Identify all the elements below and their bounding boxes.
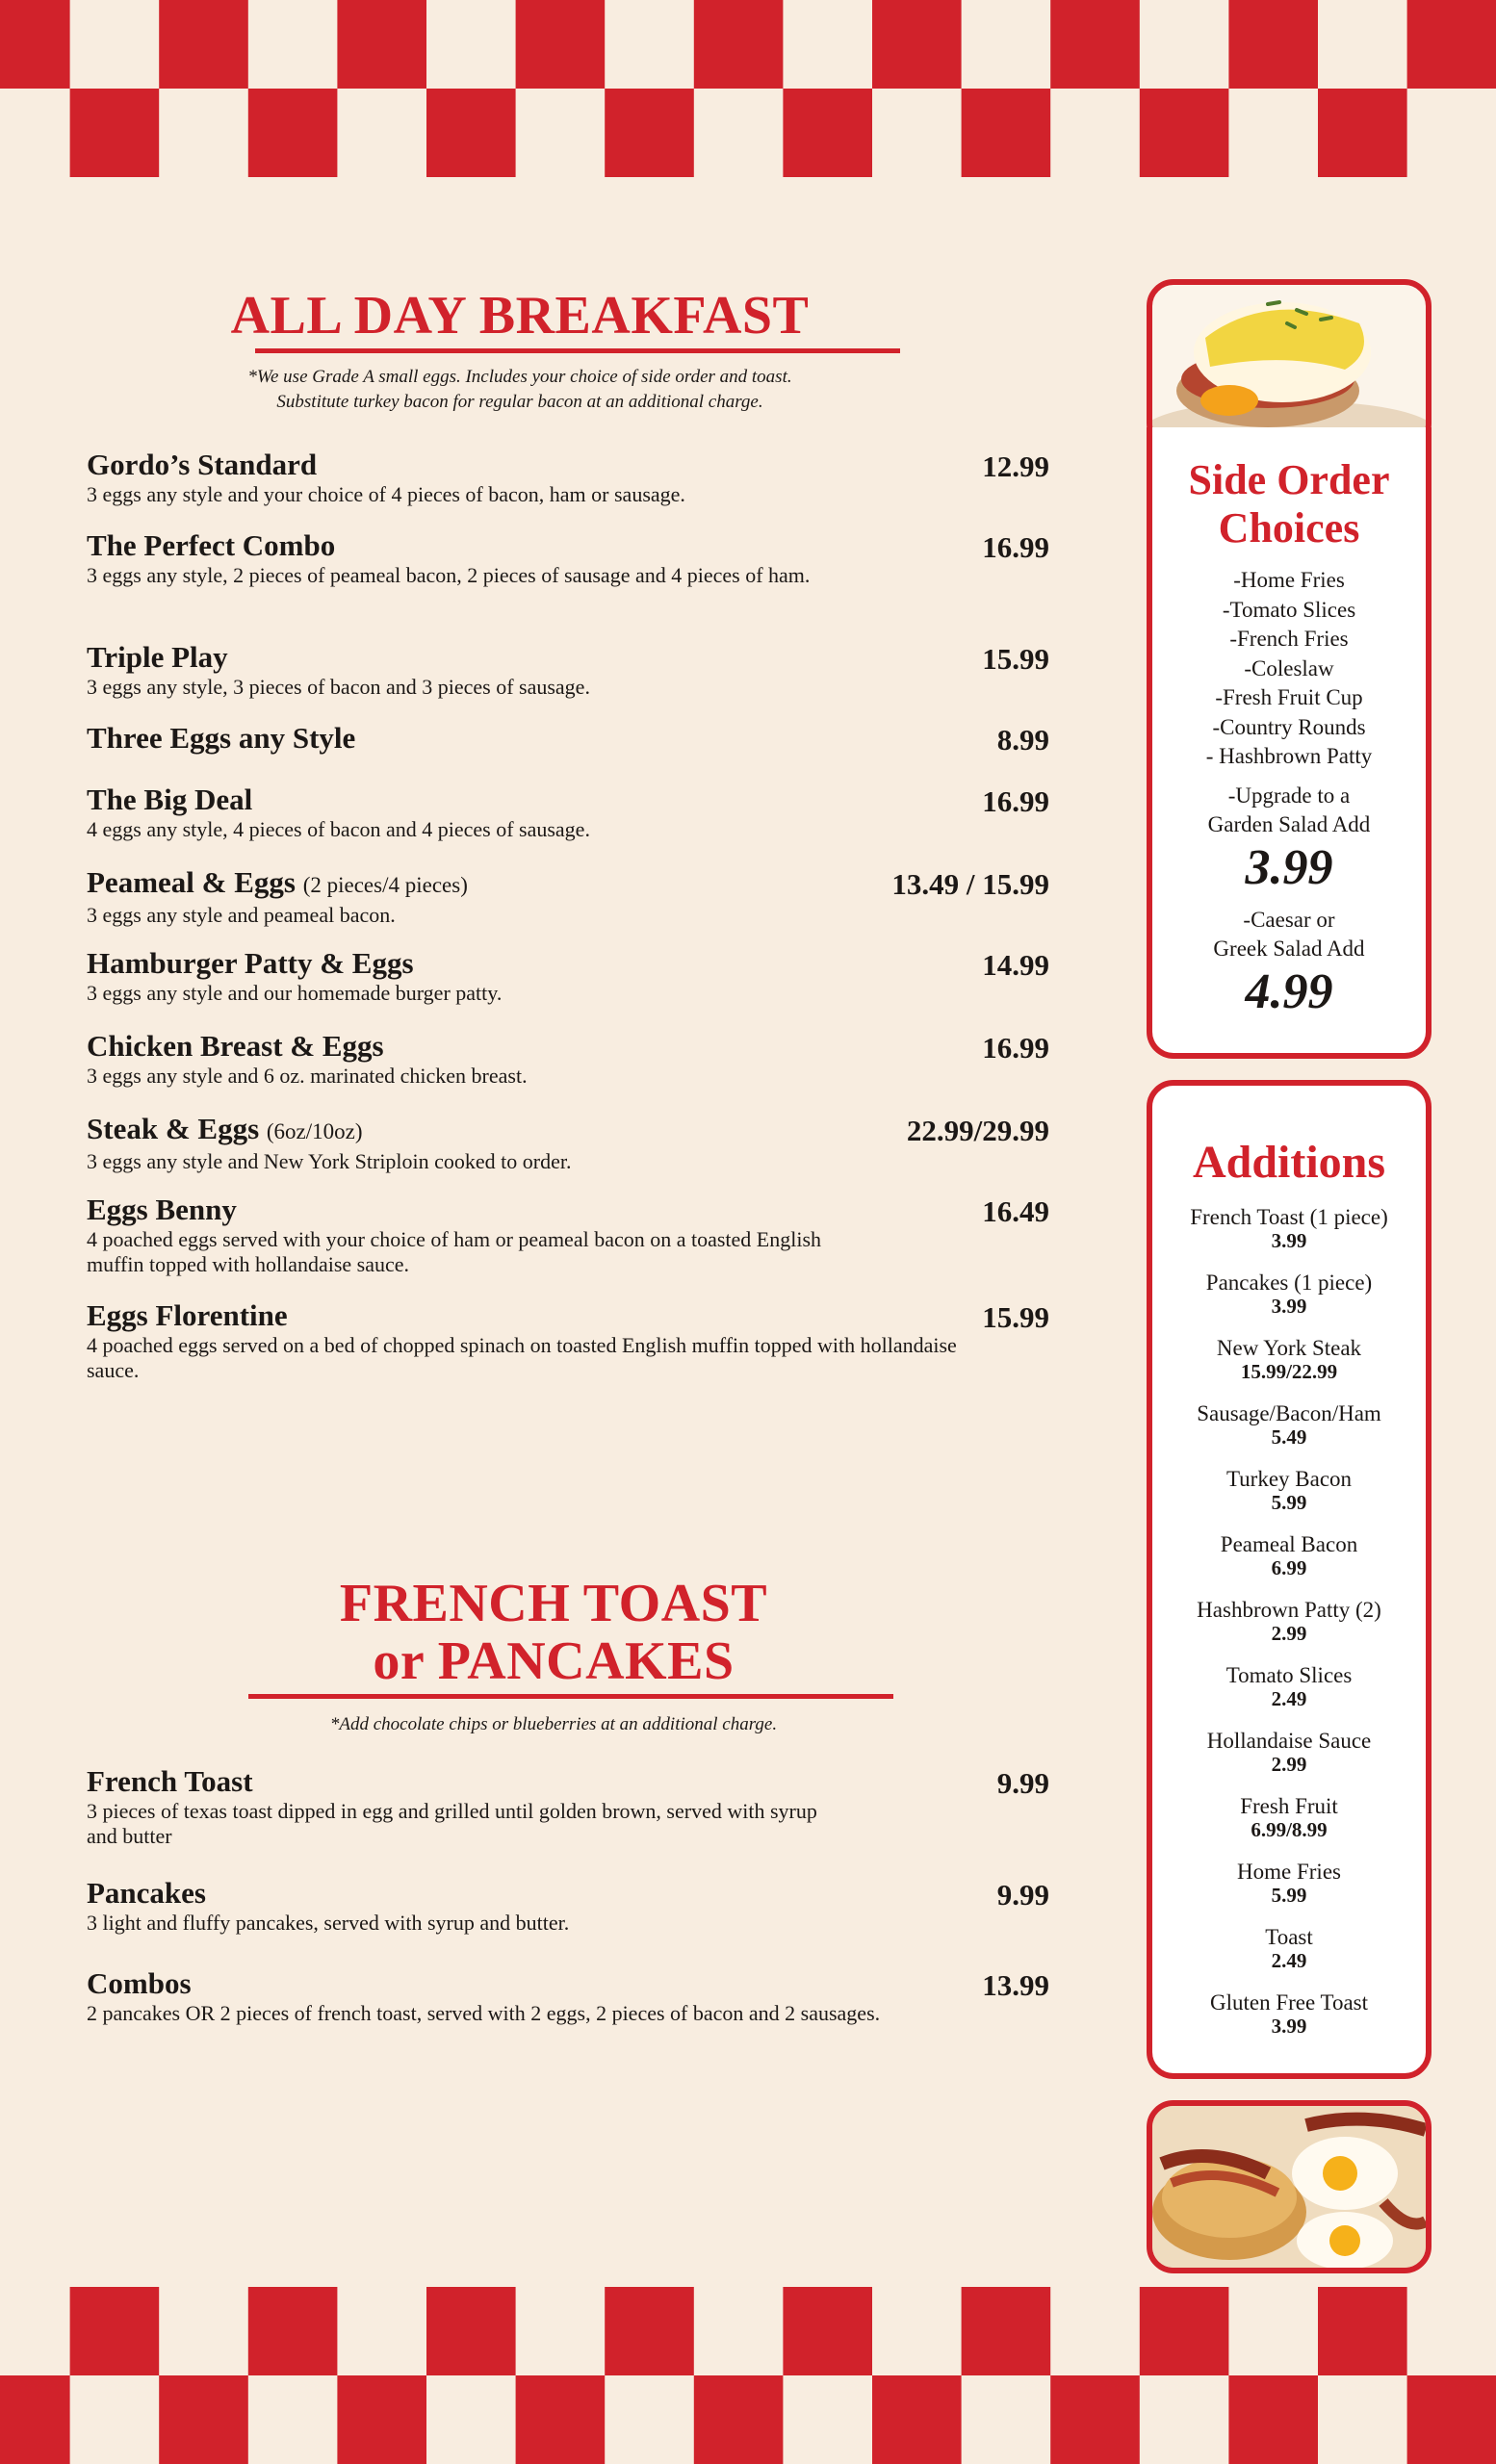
item-name: French Toast bbox=[87, 1764, 253, 1798]
checker-square bbox=[0, 2375, 70, 2464]
checkered-border-top bbox=[0, 0, 1496, 177]
side-order-title bbox=[1152, 456, 1426, 552]
item-price: 8.99 bbox=[996, 723, 1049, 757]
item-description: 3 eggs any style and your choice of 4 pieces of bacon, ham or sausage. bbox=[87, 482, 685, 506]
checker-square bbox=[1140, 89, 1229, 177]
checker-square bbox=[1050, 2375, 1140, 2464]
checker-square bbox=[426, 2287, 516, 2375]
upgrade-line1: -Upgrade to a bbox=[1227, 783, 1351, 808]
breakfast-section bbox=[87, 285, 1049, 1395]
menu-item bbox=[87, 1193, 1049, 1298]
caesar-line2: Greek Salad Add bbox=[1213, 937, 1365, 961]
menu-item bbox=[87, 448, 1049, 528]
checker-square bbox=[1407, 0, 1496, 89]
addition-price: 3.99 bbox=[1271, 1295, 1307, 1318]
item-description: 4 poached eggs served with your choice of ham or peameal bacon on a toasted English muffin topped with hollandaise sauce. bbox=[87, 1227, 822, 1276]
side-order-item: -Coleslaw bbox=[1244, 655, 1334, 680]
addition-name: Toast bbox=[1265, 1925, 1313, 1949]
menu-item bbox=[87, 1966, 1049, 2063]
additions-panel bbox=[1147, 1080, 1432, 2079]
item-name: Three Eggs any Style bbox=[87, 721, 356, 755]
breakfast-title-rule bbox=[255, 348, 900, 353]
item-description: 3 eggs any style and New York Striploin cooked to order. bbox=[87, 1149, 572, 1173]
item-price: 13.99 bbox=[982, 1968, 1049, 2002]
checker-square bbox=[337, 2375, 426, 2464]
garden-salad-price: 3.99 bbox=[1245, 839, 1333, 895]
side-order-item: -Tomato Slices bbox=[1222, 597, 1356, 622]
toast-item-list bbox=[87, 1764, 1049, 2063]
addition-name: Tomato Slices bbox=[1225, 1663, 1353, 1687]
addition-item bbox=[1152, 1729, 1426, 1775]
item-subtitle: (2 pieces/4 pieces) bbox=[302, 873, 468, 897]
item-name: Eggs Florentine bbox=[87, 1298, 288, 1332]
menu-item bbox=[87, 1764, 1049, 1876]
pancakes-bacon-illustration bbox=[1152, 2106, 1426, 2268]
addition-item bbox=[1152, 1401, 1426, 1448]
item-name: The Big Deal bbox=[87, 783, 253, 816]
addition-price: 3.99 bbox=[1271, 2015, 1307, 2038]
addition-price: 2.99 bbox=[1271, 1753, 1307, 1776]
item-description: 3 eggs any style and our homemade burger patty. bbox=[87, 981, 503, 1005]
item-description: 3 light and fluffy pancakes, served with syrup and butter. bbox=[87, 1911, 570, 1935]
item-price: 15.99 bbox=[982, 642, 1049, 676]
checker-square bbox=[1318, 2287, 1407, 2375]
addition-price: 3.99 bbox=[1271, 1229, 1307, 1252]
addition-price: 5.99 bbox=[1271, 1491, 1307, 1514]
checker-square bbox=[783, 2287, 872, 2375]
addition-name: New York Steak bbox=[1216, 1336, 1362, 1360]
addition-name: Hashbrown Patty (2) bbox=[1197, 1598, 1381, 1622]
garden-salad-upgrade bbox=[1152, 782, 1426, 840]
side-order-item: - Hashbrown Patty bbox=[1205, 744, 1373, 768]
addition-price: 2.49 bbox=[1271, 1687, 1307, 1710]
checker-square bbox=[70, 89, 160, 177]
addition-name: Hollandaise Sauce bbox=[1206, 1729, 1372, 1753]
main-menu-column bbox=[87, 285, 1049, 1395]
addition-name: Gluten Free Toast bbox=[1209, 1990, 1369, 2015]
item-price: 22.99/29.99 bbox=[906, 1114, 1049, 1147]
caesar-salad-price: 4.99 bbox=[1245, 963, 1333, 1019]
checker-square bbox=[516, 0, 606, 89]
addition-name: Turkey Bacon bbox=[1225, 1467, 1353, 1491]
addition-name: French Toast (1 piece) bbox=[1190, 1205, 1388, 1229]
checker-square bbox=[337, 0, 426, 89]
addition-price: 5.49 bbox=[1271, 1425, 1307, 1449]
addition-name: Fresh Fruit bbox=[1240, 1794, 1338, 1818]
addition-item bbox=[1152, 1990, 1426, 2037]
item-name: Triple Play bbox=[87, 640, 228, 674]
menu-item bbox=[87, 1876, 1049, 1966]
side-order-item: -Fresh Fruit Cup bbox=[1215, 685, 1363, 709]
addition-price: 6.99 bbox=[1271, 1556, 1307, 1579]
item-price: 16.49 bbox=[982, 1194, 1049, 1228]
side-order-item: -French Fries bbox=[1229, 627, 1349, 651]
checker-square bbox=[694, 0, 784, 89]
item-description: 3 eggs any style and 6 oz. marinated chicken breast. bbox=[87, 1064, 528, 1088]
addition-name: Peameal Bacon bbox=[1220, 1532, 1358, 1556]
addition-price: 5.99 bbox=[1271, 1884, 1307, 1907]
checker-square bbox=[248, 2287, 338, 2375]
menu-item bbox=[87, 721, 1049, 783]
toast-title-line1: FRENCH TOAST bbox=[339, 1574, 768, 1633]
item-subtitle: (6oz/10oz) bbox=[266, 1119, 363, 1143]
item-price: 15.99 bbox=[982, 1300, 1049, 1334]
breakfast-title: ALL DAY BREAKFAST bbox=[230, 286, 810, 346]
checker-square bbox=[1228, 0, 1318, 89]
breakfast-item-list bbox=[87, 448, 1049, 1395]
addition-item bbox=[1152, 1663, 1426, 1709]
toast-section bbox=[87, 1575, 1049, 2063]
breakfast-note bbox=[0, 365, 1049, 415]
side-order-item: -Home Fries bbox=[1233, 568, 1345, 592]
addition-item bbox=[1152, 1270, 1426, 1317]
item-name: Hamburger Patty & Eggs bbox=[87, 946, 414, 980]
checker-square bbox=[694, 2375, 784, 2464]
checker-square bbox=[1407, 2375, 1496, 2464]
item-name: Chicken Breast & Eggs bbox=[87, 1029, 384, 1063]
additions-title: Additions bbox=[1192, 1137, 1386, 1188]
item-price: 9.99 bbox=[996, 1766, 1049, 1800]
checker-square bbox=[1228, 2375, 1318, 2464]
upgrade-line2: Garden Salad Add bbox=[1207, 812, 1371, 836]
item-name: Steak & Eggs bbox=[87, 1112, 260, 1145]
toast-title bbox=[58, 1575, 1049, 1690]
item-description: 4 eggs any style, 4 pieces of bacon and 4 pieces of sausage. bbox=[87, 817, 590, 841]
addition-item bbox=[1152, 1794, 1426, 1840]
item-price: 12.99 bbox=[982, 449, 1049, 483]
addition-item bbox=[1152, 1532, 1426, 1578]
item-price: 16.99 bbox=[982, 530, 1049, 564]
item-description: 3 eggs any style and peameal bacon. bbox=[87, 903, 396, 927]
checker-square bbox=[872, 0, 962, 89]
addition-item bbox=[1152, 1598, 1426, 1644]
item-name: Peameal & Eggs bbox=[87, 865, 296, 899]
item-name: Pancakes bbox=[87, 1876, 206, 1910]
menu-item bbox=[87, 1029, 1049, 1112]
side-order-list bbox=[1152, 566, 1426, 772]
breakfast-note-line2: Substitute turkey bacon for regular bacon at an additional charge. bbox=[276, 392, 763, 412]
item-name: Eggs Benny bbox=[87, 1193, 237, 1226]
item-price: 16.99 bbox=[982, 784, 1049, 818]
addition-item bbox=[1152, 1467, 1426, 1513]
item-name: Gordo’s Standard bbox=[87, 448, 318, 481]
item-name: The Perfect Combo bbox=[87, 528, 336, 562]
eggs-benny-photo bbox=[1147, 279, 1432, 450]
addition-price: 15.99/22.99 bbox=[1240, 1360, 1338, 1383]
addition-item bbox=[1152, 1336, 1426, 1382]
item-description: 2 pancakes OR 2 pieces of french toast, served with 2 eggs, 2 pieces of bacon and 2 sausages. bbox=[87, 2001, 881, 2025]
item-description: 3 pieces of texas toast dipped in egg and grilled until golden brown, served with syrup and butter bbox=[87, 1799, 817, 1848]
additions-list bbox=[1152, 1205, 1426, 2037]
checker-square bbox=[159, 2375, 248, 2464]
checker-square bbox=[962, 2287, 1051, 2375]
checker-square bbox=[1318, 89, 1407, 177]
item-description: 3 eggs any style, 3 pieces of bacon and 3 pieces of sausage. bbox=[87, 675, 590, 699]
item-price: 14.99 bbox=[982, 948, 1049, 982]
menu-item bbox=[87, 1298, 1049, 1395]
checker-square bbox=[0, 0, 70, 89]
checker-square bbox=[962, 89, 1051, 177]
item-price: 16.99 bbox=[982, 1031, 1049, 1065]
side-order-item: -Country Rounds bbox=[1212, 714, 1366, 739]
checker-square bbox=[1140, 2287, 1229, 2375]
checker-square bbox=[516, 2375, 606, 2464]
menu-item bbox=[87, 783, 1049, 865]
item-name: Combos bbox=[87, 1966, 192, 2000]
caesar-line1: -Caesar or bbox=[1243, 907, 1335, 932]
pancakes-bacon-photo bbox=[1147, 2100, 1432, 2273]
addition-name: Sausage/Bacon/Ham bbox=[1197, 1401, 1381, 1425]
checker-square bbox=[426, 89, 516, 177]
breakfast-note-line1: *We use Grade A small eggs. Includes your choice of side order and toast. bbox=[247, 367, 792, 387]
side-order-panel bbox=[1147, 427, 1432, 1059]
checker-square bbox=[159, 0, 248, 89]
addition-price: 2.49 bbox=[1271, 1949, 1307, 1972]
toast-title-line2: or PANCAKES bbox=[373, 1631, 735, 1691]
checker-square bbox=[783, 89, 872, 177]
item-description: 3 eggs any style, 2 pieces of peameal bacon, 2 pieces of sausage and 4 pieces of ham. bbox=[87, 563, 811, 587]
checker-square bbox=[605, 89, 694, 177]
side-order-title-line2: Choices bbox=[1218, 504, 1360, 552]
checker-square bbox=[1050, 0, 1140, 89]
menu-item bbox=[87, 1112, 1049, 1193]
addition-name: Pancakes (1 piece) bbox=[1205, 1270, 1373, 1295]
toast-note: *Add chocolate chips or blueberries at an additional charge. bbox=[329, 1714, 778, 1734]
addition-name: Home Fries bbox=[1237, 1860, 1341, 1884]
addition-item bbox=[1152, 1205, 1426, 1251]
checker-square bbox=[248, 89, 338, 177]
addition-price: 6.99/8.99 bbox=[1251, 1818, 1328, 1841]
menu-item bbox=[87, 528, 1049, 640]
checker-square bbox=[70, 2287, 160, 2375]
addition-item bbox=[1152, 1860, 1426, 1906]
checker-square bbox=[872, 2375, 962, 2464]
addition-price: 2.99 bbox=[1271, 1622, 1307, 1645]
item-price: 9.99 bbox=[996, 1878, 1049, 1912]
checkered-border-bottom bbox=[0, 2287, 1496, 2464]
checker-square bbox=[605, 2287, 694, 2375]
menu-item bbox=[87, 640, 1049, 721]
item-description: 4 poached eggs served on a bed of chopped spinach on toasted English muffin topped with hollandaise sauce. bbox=[87, 1333, 957, 1382]
caesar-salad-upgrade bbox=[1152, 906, 1426, 964]
eggs-benny-illustration bbox=[1152, 285, 1426, 445]
side-order-title-line1: Side Order bbox=[1188, 456, 1390, 503]
item-price: 13.49 / 15.99 bbox=[891, 867, 1049, 901]
menu-item bbox=[87, 865, 1049, 946]
toast-title-rule bbox=[248, 1694, 893, 1699]
addition-item bbox=[1152, 1925, 1426, 1971]
menu-item bbox=[87, 946, 1049, 1029]
